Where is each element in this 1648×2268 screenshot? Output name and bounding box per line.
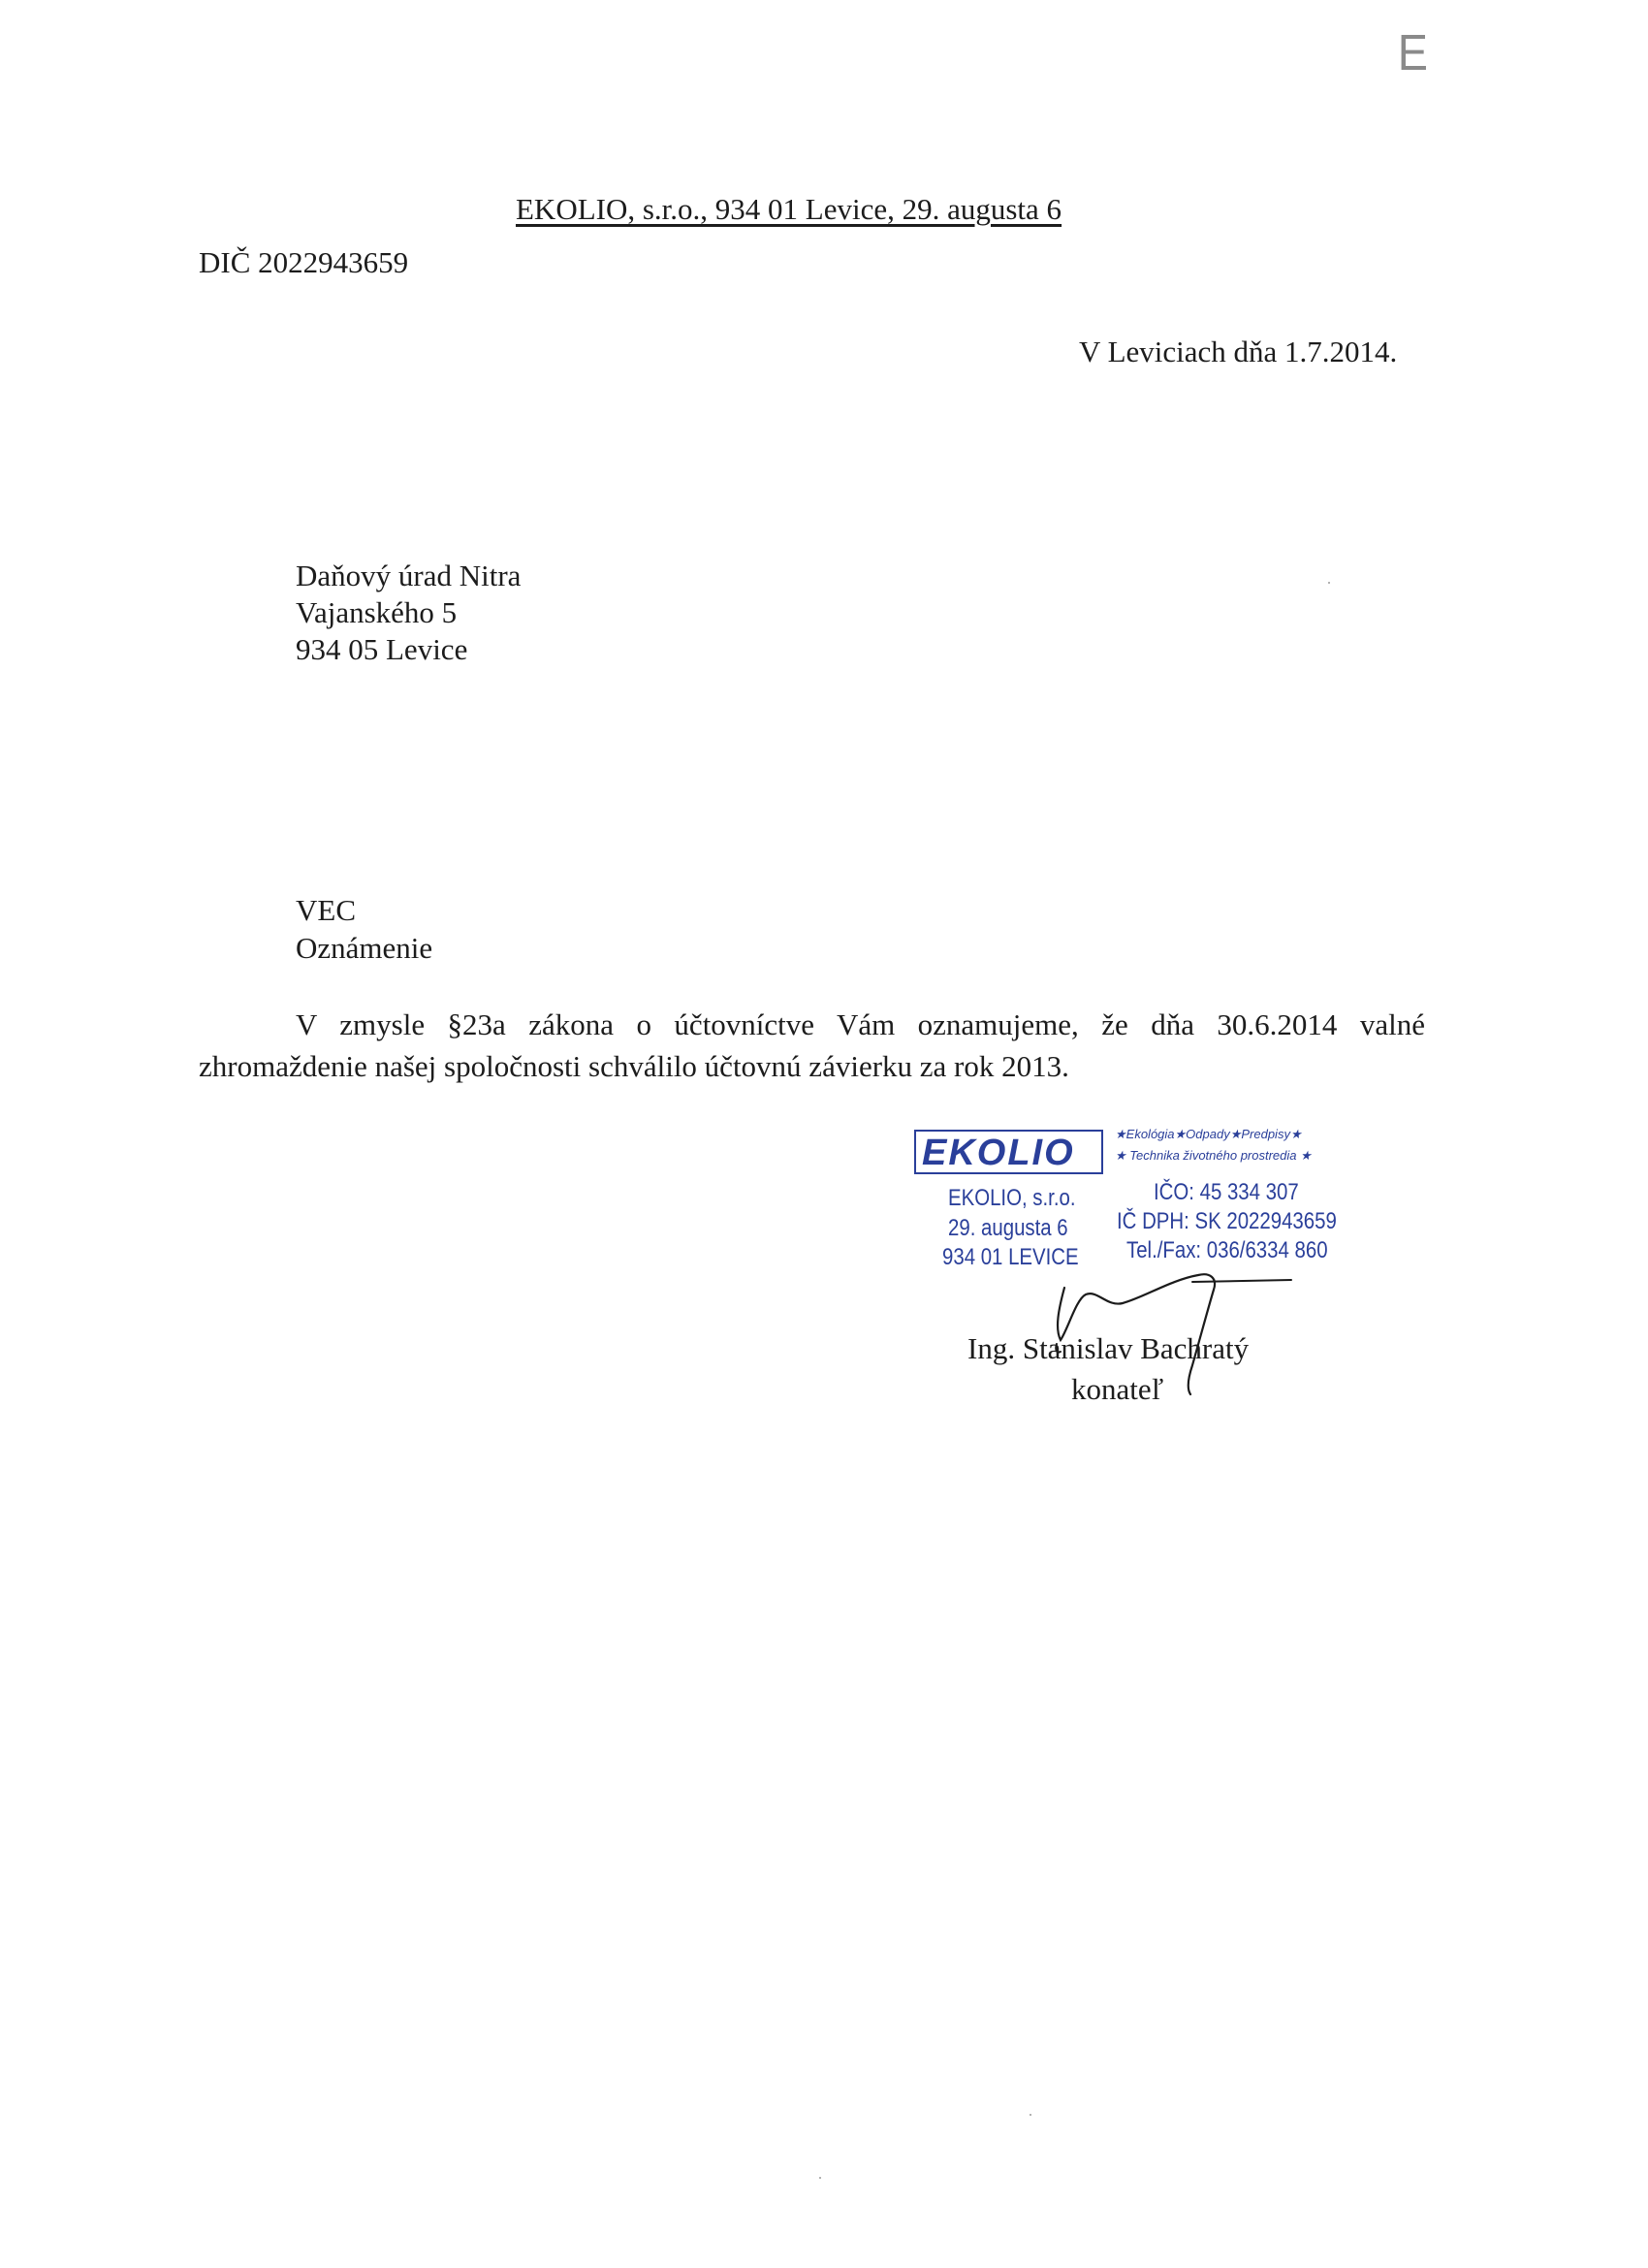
place-and-date: V Leviciach dňa 1.7.2014. [1079,335,1398,368]
stamp-ico: IČO: 45 334 307 [1154,1179,1299,1205]
body-line: zhromaždenie našej spoločnosti schválilo účtovnú závierku za rok 2013. [199,1049,1069,1083]
stamp-tagline: ★Ekológia★Odpady★Predpisy★ [1115,1127,1302,1141]
subject-heading: VEC [296,893,356,927]
company-stamp [911,1115,1357,1275]
signatory-name: Ing. Stanislav Bachratý [967,1331,1250,1365]
stamp-ic-dph: IČ DPH: SK 2022943659 [1117,1208,1337,1234]
recipient-line: Daňový úrad Nitra [296,559,522,592]
recipient-line: 934 05 Levice [296,632,468,666]
tax-id: DIČ 2022943659 [199,245,409,279]
stamp-company: EKOLIO, s.r.o. [948,1185,1076,1211]
scan-speck [1328,582,1330,584]
subject-title: Oznámenie [296,931,433,965]
body-line: V zmysle §23a zákona o účtovníctve Vám oznamujeme, že dňa 30.6.2014 valné [296,1007,1425,1041]
recipient-line: Vajanského 5 [296,595,458,629]
stamp-phone: Tel./Fax: 036/6334 860 [1126,1237,1328,1263]
sender-header: EKOLIO, s.r.o., 934 01 Levice, 29. augusta 6 [516,192,1062,226]
signatory-role: konateľ [1071,1372,1164,1406]
stamp-logo [914,1130,1103,1174]
scan-speck [1030,2114,1031,2116]
scan-speck [819,2177,821,2179]
body-paragraph [199,1004,1425,1087]
stamp-street: 29. augusta 6 [948,1215,1068,1241]
handwritten-corner-mark: E [1397,25,1428,81]
stamp-city: 934 01 LEVICE [942,1244,1079,1270]
stamp-logo-text: EKOLIO [922,1133,1075,1173]
stamp-tagline: ★ Technika životného prostredia ★ [1115,1148,1312,1163]
